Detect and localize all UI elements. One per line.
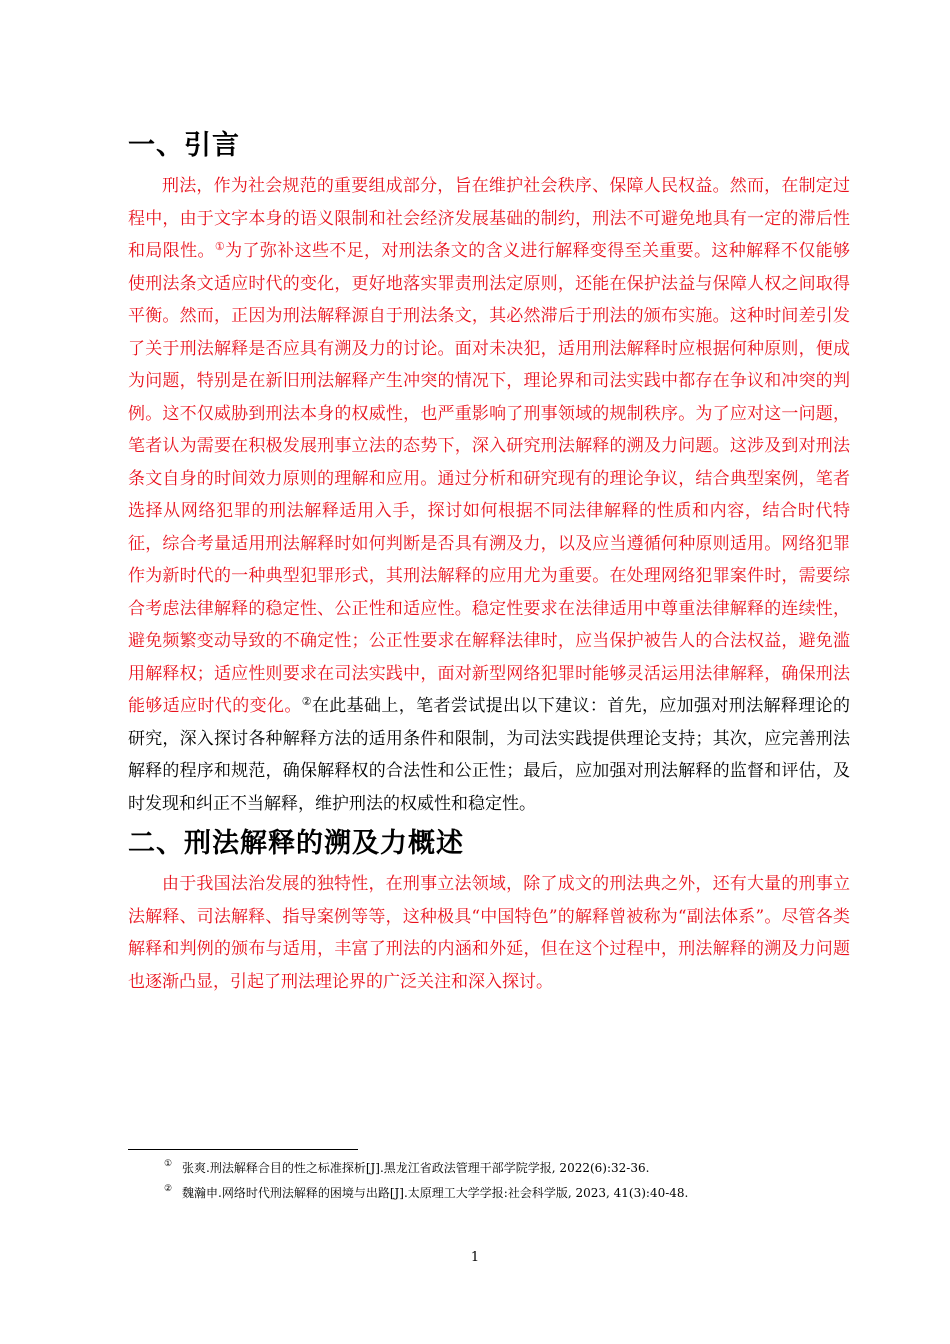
retroactivity-overview-text: 由于我国法治发展的独特性，在刑事立法领域，除了成文的刑法典之外，还有大量的刑事立法解释、司法解释、指导案例等等，这种极具“中国特色”的解释曾被称为“副法体系”。尽管各类解释和判例的颁布与适用，丰富了刑法的内涵和外延，但在这个过程中，刑法解释的溯及力问题也逐渐凸显，引起了刑法理论界的广泛关注和深入探讨。 — [128, 874, 850, 992]
footnote-2-mark: ② — [164, 1184, 173, 1194]
introduction-text-part-1: 刑法，作为社会规范的重要组成部分，旨在维护社会秩序、保障人民权益。然而，在制定过程中，由于文字本身的语义限制和社会经济发展基础的制约，刑法不可避免地具有一定的滞后性和局限性。 — [128, 176, 850, 261]
introduction-paragraph — [128, 170, 850, 820]
footnote-2 — [128, 1181, 850, 1206]
footnote-reference-1[interactable]: ① — [214, 240, 226, 253]
section-heading-retroactivity-overview: 二、刑法解释的溯及力概述 — [128, 828, 464, 859]
page-number: 1 — [470, 1250, 480, 1265]
footnote-2-text: 魏瀚申.网络时代刑法解释的困境与出路[J].太原理工大学学报:社会科学版, 2023, 41(3):40-48. — [182, 1186, 689, 1200]
footnote-reference-2[interactable]: ② — [301, 695, 312, 708]
footnote-1 — [128, 1156, 850, 1181]
footnote-1-text: 张爽.刑法解释合目的性之标准探析[J].黑龙江省政法管理干部学院学报, 2022(6):32-36. — [182, 1161, 650, 1175]
footnotes — [128, 1156, 850, 1206]
retroactivity-overview-paragraph — [128, 868, 850, 998]
section-heading-introduction: 一、引言 — [128, 130, 240, 161]
footnote-separator — [128, 1149, 358, 1150]
footnote-1-mark: ① — [164, 1159, 173, 1169]
introduction-text-part-2: 为了弥补这些不足，对刑法条文的含义进行解释变得至关重要。这种解释不仅能够使刑法条文适应时代的变化，更好地落实罪责刑法定原则，还能在保护法益与保障人权之间取得平衡。然而，正因为刑法解释源自于刑法条文，其必然滞后于刑法的颁布实施。这种时间差引发了关于刑法解释是否应具有溯及力的讨论。面对未决犯，适用刑法解释时应根据何种原则，便成为问题，特别是在新旧刑法解释产生冲突的情况下，理论界和司法实践中都存在争议和冲突的判例。这不仅威胁到刑法本身的权威性，也严重影响了刑事领域的规制秩序。为了应对这一问题，笔者认为需要在积极发展刑事立法的态势下，深入研究刑法解释的溯及力问题。这涉及到对刑法条文自身的时间效力原则的理解和应用。通过分析和研究现有的理论争议，结合典型案例，笔者选择从网络犯罪的刑法解释适用入手，探讨如何根据不同法律解释的性质和内容，结合时代特征，综合考量适用刑法解释时如何判断是否具有溯及力，以及应当遵循何种原则适用。网络犯罪作为新时代的一种典型犯罪形式，其刑法解释的应用尤为重要。在处理网络犯罪案件时，需要综合考虑法律解释的稳定性、公正性和适应性。稳定性要求在法律适用中尊重法律解释的连续性，避免频繁变动导致的不确定性；公正性要求在解释法律时，应当保护被告人的合法权益，避免滥用解释权；适应性则要求在司法实践中，面对新型网络犯罪时能够灵活运用法律解释，确保刑法能够适应时代的变化。 — [128, 241, 851, 716]
main-content — [128, 122, 850, 998]
introduction-text-part-3: 在此基础上，笔者尝试提出以下建议：首先，应加强对刑法解释理论的研究，深入探讨各种解释方法的适用条件和限制，为司法实践提供理论支持；其次，应完善刑法解释的程序和规范，确保解释权的合法性和公正性；最后，应加强对刑法解释的监督和评估，及时发现和纠正不当解释，维护刑法的权威性和稳定性。 — [128, 696, 851, 814]
